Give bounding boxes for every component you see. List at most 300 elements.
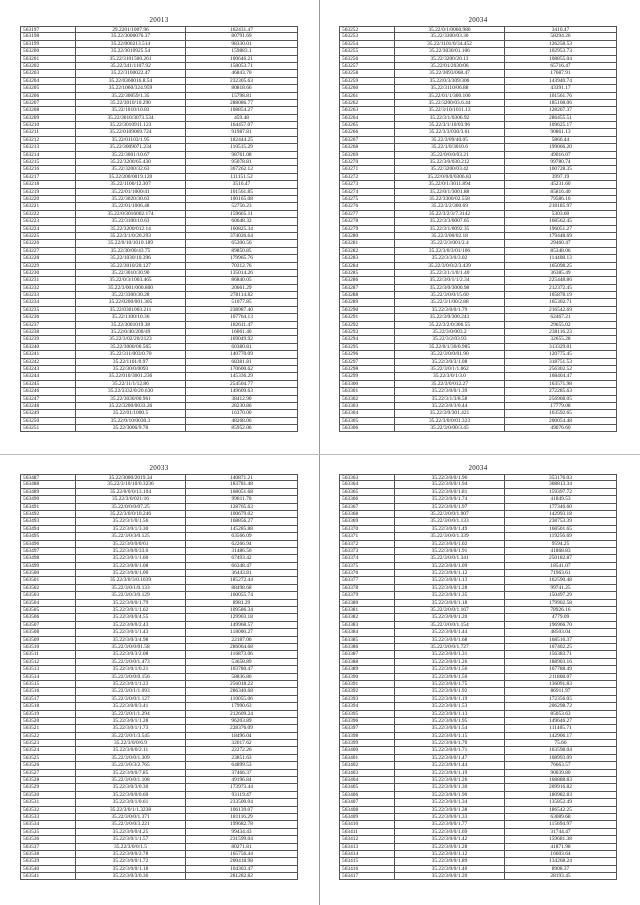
row-amount-cell: 100165.08 — [230, 195, 253, 202]
table-row — [339, 129, 617, 136]
row-amount-cell: 110055.06 — [230, 695, 253, 702]
table-row — [20, 78, 298, 85]
row-amount-cell: 212609.24 — [230, 710, 253, 717]
row-id-cell: 563199 — [21, 41, 76, 47]
row-id-cell: 563305 — [340, 418, 395, 424]
row-code-cell: 35.22/3/0/1/3.30 — [76, 526, 186, 532]
row-amount-cell: 116873.06 — [230, 651, 253, 658]
row-id-cell: 563526 — [21, 762, 76, 768]
table-row — [20, 218, 298, 225]
row-amount-cell: 51077.85 — [231, 299, 252, 306]
row-id-cell: 563289 — [340, 299, 395, 305]
row-code-cell: 35.22/3/1/0/1.56 — [76, 518, 186, 524]
row-id-cell: 563367 — [340, 504, 395, 510]
row-code-cell: 35.22/1100/12.307 — [76, 181, 186, 187]
row-amount-cell: 28230.86 — [231, 402, 252, 409]
table-row — [339, 629, 617, 636]
table-row — [339, 100, 617, 107]
row-code-cell: 35.22/311/003/0.70 — [76, 351, 186, 357]
row-code-cell: 35.22/3/1/10/03.96 — [395, 122, 505, 128]
table-row — [339, 403, 617, 410]
row-amount-cell: 140871.21 — [230, 475, 253, 481]
table-row — [339, 622, 617, 629]
row-code-cell: 35.22/3200/65.430 — [76, 159, 186, 165]
row-code-cell: 35.22/30059/1.35 — [76, 93, 186, 99]
row-amount-cell: 38412.90 — [231, 395, 252, 402]
row-id-cell: 563294 — [340, 336, 395, 342]
row-id-cell: 563235 — [21, 307, 76, 313]
table-row — [20, 329, 298, 336]
row-id-cell: 563540 — [21, 866, 76, 872]
row-code-cell: 35.22/3030/01.106 — [395, 48, 505, 54]
row-amount-cell: 168404.47 — [549, 373, 572, 380]
row-amount-cell: 169049.92 — [230, 336, 253, 343]
row-amount-cell: 168516.37 — [549, 636, 572, 643]
table-row — [20, 425, 298, 432]
table-row — [20, 366, 298, 373]
row-amount-cell: 16061.40 — [231, 329, 252, 336]
table-row — [339, 248, 617, 255]
row-id-cell: 563409 — [340, 814, 395, 820]
row-amount-cell: 181116.29 — [230, 813, 253, 820]
table-row — [20, 299, 298, 306]
row-code-cell: 35.22/3/0/3/2.765 — [76, 762, 186, 768]
row-amount-cell: 5303.60 — [551, 210, 570, 217]
table-row — [339, 418, 617, 425]
row-code-cell: 35.22/1030/10.396 — [76, 255, 186, 261]
row-code-cell: 35.22/3/0/0/1.94 — [395, 481, 505, 487]
table-row — [20, 637, 298, 644]
row-id-cell: 563297 — [340, 359, 395, 365]
row-amount-cell: 256018.22 — [230, 680, 253, 687]
row-code-cell: 35.22/3/0/0/1.50 — [395, 674, 505, 680]
table-row — [20, 115, 298, 122]
row-id-cell: 563274 — [340, 189, 395, 195]
row-amount-cell: 29655.02 — [550, 321, 571, 328]
row-amount-cell: 17779.08 — [550, 402, 571, 409]
data-table-bottom-right — [339, 462, 617, 880]
table-row — [339, 733, 617, 740]
row-code-cell: 35.22/1010/10.83 — [76, 107, 186, 113]
table-row — [339, 792, 617, 799]
row-amount-cell: 163592.65 — [549, 410, 572, 417]
row-id-cell: 563385 — [340, 637, 395, 643]
row-code-cell: 35.22/0301003.211 — [76, 307, 186, 313]
row-amount-cell: 134268.24 — [549, 858, 572, 865]
table-row — [20, 285, 298, 292]
row-amount-cell: 88498.68 — [231, 584, 252, 591]
table-row — [20, 518, 298, 525]
row-id-cell: 563496 — [21, 541, 76, 547]
table-row — [339, 844, 617, 851]
row-amount-cell: 272285.63 — [549, 388, 572, 395]
table-row — [339, 496, 617, 503]
row-code-cell: 35.22/3/0/1/1.3238 — [76, 807, 186, 813]
row-amount-cell: 218185.97 — [549, 203, 572, 210]
row-id-cell: 563248 — [21, 403, 76, 409]
row-amount-cell: 128765.63 — [230, 503, 253, 510]
row-code-cell: 35.22/3/0/0/1.96 — [395, 475, 505, 480]
row-id-cell: 563541 — [21, 873, 76, 879]
row-amount-cell: 185108.06 — [549, 99, 572, 106]
row-code-cell: 35.22/3010911.123 — [76, 122, 186, 128]
row-amount-cell: 96203.89 — [231, 717, 252, 724]
row-amount-cell: 308813.34 — [549, 481, 572, 488]
row-code-cell: 35.22/30/0/0093 — [76, 366, 186, 372]
row-id-cell: 563202 — [21, 63, 76, 69]
row-amount-cell: 29460.47 — [550, 240, 571, 247]
row-code-cell: 35.22/0/3/309/306 — [395, 78, 505, 84]
table-row — [339, 48, 617, 55]
row-id-cell: 563527 — [21, 770, 76, 776]
table-row — [20, 718, 298, 725]
table-row — [339, 218, 617, 225]
table-row — [339, 777, 617, 784]
row-code-cell: 35.22/1101/0/34.452 — [395, 41, 505, 47]
table-row — [339, 740, 617, 747]
row-code-cell: 35.22/01/1006.48 — [76, 203, 186, 209]
row-code-cell: 35.22/3/0/0/2.43 — [76, 622, 186, 628]
row-code-cell: 35.22/11/1/12.86 — [76, 381, 186, 387]
table-row — [339, 93, 617, 100]
row-id-cell: 563261 — [340, 93, 395, 99]
row-code-cell: 35.22/3010/3073.534 — [76, 115, 186, 121]
table-row — [20, 233, 298, 240]
row-amount-cell: 156383.71 — [549, 651, 572, 658]
table-row — [339, 344, 617, 351]
row-amount-cell: 41849.53 — [550, 496, 571, 503]
row-id-cell: 563513 — [21, 666, 76, 672]
table-row — [20, 93, 298, 100]
row-id-cell: 563492 — [21, 511, 76, 517]
row-code-cell: 35.22/3/0/0/1.12 — [395, 851, 505, 857]
table-row — [20, 474, 298, 481]
row-code-cell: 35.22/3/0/0/1.133 — [395, 518, 505, 524]
row-amount-cell: 196966.70 — [549, 621, 572, 628]
table-row — [339, 329, 617, 336]
table-row — [20, 144, 298, 151]
row-amount-cell: 63089.68 — [550, 813, 571, 820]
row-amount-cell: 188903.16 — [549, 658, 572, 665]
row-id-cell: 563266 — [340, 129, 395, 135]
row-code-cell: 35.22/3/0/0/1.74 — [395, 496, 505, 502]
row-code-cell: 35.22/3/0/0/1.28 — [395, 844, 505, 850]
row-amount-cell: 150497.29 — [549, 592, 572, 599]
row-code-cell: 35.22/3/10/10/0.3236 — [76, 481, 186, 487]
row-amount-cell: 100646.21 — [230, 55, 253, 62]
table-row — [20, 240, 298, 247]
row-id-cell: 563415 — [340, 858, 395, 864]
row-id-cell: 563223 — [21, 218, 76, 224]
row-code-cell: 35.22/200/0019.120 — [76, 174, 186, 180]
row-id-cell: 563277 — [340, 211, 395, 217]
row-code-cell: 35.22/3100/10.63 — [76, 218, 186, 224]
row-code-cell: 35.22/3/0/0/1.20 — [395, 614, 505, 620]
row-code-cell: 35.22/3/0/0/1.75 — [395, 681, 505, 687]
row-id-cell: 563380 — [340, 600, 395, 606]
row-amount-cell: 145285.88 — [230, 525, 253, 532]
table-row — [20, 359, 298, 366]
row-id-cell: 563239 — [21, 336, 76, 342]
row-code-cell: 35.22/3/10/1011.13 — [395, 107, 505, 113]
row-id-cell: 563417 — [340, 873, 395, 879]
table-row — [339, 570, 617, 577]
row-code-cell: 35.22/3001019.38 — [76, 322, 186, 328]
table-row — [339, 688, 617, 695]
row-amount-cell: 199066.20 — [549, 144, 572, 151]
row-id-cell: 563400 — [340, 747, 395, 753]
row-id-cell: 563257 — [340, 63, 395, 69]
row-id-cell: 563263 — [340, 107, 395, 113]
table-row — [339, 255, 617, 262]
row-amount-cell: 318751.53 — [549, 358, 572, 365]
row-amount-cell: 100728.35 — [549, 166, 572, 173]
row-amount-cell: 256968.05 — [549, 395, 572, 402]
row-code-cell: 35.22/3/3/0/3.02 — [395, 255, 505, 261]
row-code-cell: 35.22/1/0/3010.6 — [395, 144, 505, 150]
table-row — [20, 203, 298, 210]
row-code-cell: 35.22/3/0/1/1.062 — [395, 366, 505, 372]
row-code-cell: 35.22/3300/30.28 — [76, 292, 186, 298]
table-row — [20, 314, 298, 321]
row-code-cell: 35.22/3/0/1/0.133 — [76, 585, 186, 591]
row-id-cell: 563507 — [21, 622, 76, 628]
row-id-cell: 563509 — [21, 637, 76, 643]
row-amount-cell: 8908.37 — [551, 865, 570, 872]
row-amount-cell: 165098.25 — [549, 262, 572, 269]
row-amount-cell: 52756.23 — [231, 203, 252, 210]
row-code-cell: 35.22/3200/03.42 — [395, 166, 505, 172]
row-id-cell: 563238 — [21, 329, 76, 335]
row-code-cell: 35.22/3/0/0/1.339 — [395, 533, 505, 539]
row-code-cell: 35.22/0/10/1010.189 — [76, 240, 186, 246]
table-row — [339, 144, 617, 151]
data-table-bottom-left — [20, 462, 298, 880]
row-code-cell: 35.22/3/3/0007.65 — [395, 218, 505, 224]
row-id-cell: 563265 — [340, 122, 395, 128]
row-amount-cell: 93119.47 — [231, 791, 252, 798]
row-amount-cell: 9594.25 — [551, 540, 570, 547]
row-id-cell: 563364 — [340, 481, 395, 487]
table-row — [20, 821, 298, 828]
row-code-cell: 35.22/341/1107.92 — [76, 63, 186, 69]
row-amount-cell: 71963.61 — [550, 570, 571, 577]
row-id-cell: 563533 — [21, 814, 76, 820]
row-amount-cell: 80271.81 — [231, 843, 252, 850]
table-row — [339, 711, 617, 718]
row-code-cell: 35.22/3000076.37 — [76, 33, 186, 39]
table-row — [20, 496, 298, 503]
table-row — [339, 240, 617, 247]
table-row — [20, 418, 298, 425]
row-id-cell: 563201 — [21, 56, 76, 62]
row-code-cell: 35.22/3/2/3/7.3142 — [395, 211, 505, 217]
row-code-cell: 35.22/3010/20.127 — [76, 263, 186, 269]
row-amount-cell: 149609.63 — [230, 388, 253, 395]
row-id-cell: 563515 — [21, 681, 76, 687]
row-amount-cell: 64899.53 — [231, 762, 252, 769]
row-code-cell: 35.22/0109069.724 — [76, 129, 186, 135]
row-amount-cell: 48268.06 — [231, 417, 252, 424]
row-code-cell: 35.22/3/0/0/1.08 — [76, 563, 186, 569]
row-id-cell: 563295 — [340, 344, 395, 350]
row-amount-cell: 168888.83 — [549, 777, 572, 784]
row-id-cell: 563222 — [21, 211, 76, 217]
row-code-cell: 35.22/3/0/0/1.56 — [395, 666, 505, 672]
row-id-cell: 563388 — [340, 659, 395, 665]
row-amount-cell: 238987.40 — [230, 306, 253, 313]
row-id-cell: 563394 — [340, 703, 395, 709]
row-id-cell: 563522 — [21, 733, 76, 739]
row-code-cell: 35.22/3/0/0/0/61 — [76, 541, 186, 547]
row-id-cell: 563291 — [340, 314, 395, 320]
row-amount-cell: 80818.66 — [231, 85, 252, 92]
row-code-cell: 35.22/3/0/1/1.73 — [76, 725, 186, 731]
table-row — [339, 115, 617, 122]
table-row — [20, 526, 298, 533]
row-id-cell: 563410 — [340, 821, 395, 827]
table-row — [339, 718, 617, 725]
row-id-cell: 563487 — [21, 475, 76, 480]
row-id-cell: 563369 — [340, 518, 395, 524]
row-amount-cell: 286340.68 — [230, 688, 253, 695]
row-amount-cell: 288086.77 — [230, 99, 253, 106]
row-id-cell: 563375 — [340, 563, 395, 569]
row-amount-cell: 49016.07 — [550, 151, 571, 158]
row-amount-cell: 16603.64 — [550, 850, 571, 857]
row-code-cell: 35.22/3/0/0/1.89 — [395, 858, 505, 864]
row-id-cell: 563489 — [21, 489, 76, 495]
table-row — [339, 644, 617, 651]
row-id-cell: 563518 — [21, 703, 76, 709]
row-code-cell: 35.22/3/0/1/3.0 — [395, 373, 505, 379]
row-code-cell: 35.22/3/0/1/1.23 — [76, 681, 186, 687]
table-row — [339, 26, 617, 33]
row-id-cell: 563224 — [21, 226, 76, 232]
row-id-cell: 563502 — [21, 585, 76, 591]
row-code-cell: 35.22/3/0/0/1.02 — [395, 541, 505, 547]
row-amount-cell: 159665.11 — [230, 210, 253, 217]
row-code-cell: 35.22/3/0/0/1.77 — [395, 821, 505, 827]
row-code-cell: 35.22/01/1000.5 — [76, 410, 186, 416]
table-row — [20, 711, 298, 718]
row-code-cell: 35.22/0/0/0/13.104 — [76, 489, 186, 495]
row-amount-cell: 159681.38 — [549, 836, 572, 843]
row-id-cell: 563376 — [340, 570, 395, 576]
row-id-cell: 563389 — [340, 666, 395, 672]
row-code-cell: 35.22/3/0/0/01.58 — [76, 644, 186, 650]
row-amount-cell: 78926.16 — [550, 607, 571, 614]
row-amount-cell: 99434.43 — [231, 828, 252, 835]
row-amount-cell: 126258.53 — [549, 40, 572, 47]
row-code-cell: 35.22/3/1/1/0/1.40 — [395, 270, 505, 276]
table-row — [339, 277, 617, 284]
row-amount-cell: 111151.52 — [230, 173, 253, 180]
table-row — [339, 703, 617, 710]
row-amount-cell: 79586.16 — [550, 195, 571, 202]
row-amount-cell: 8981.29 — [232, 599, 251, 606]
row-code-cell: 35.22/0/0/0/07.25 — [76, 504, 186, 510]
table-row — [339, 651, 617, 658]
row-id-cell: 563514 — [21, 674, 76, 680]
row-code-cell: 35.22/3/0/3/0.44 — [395, 403, 505, 409]
row-id-cell: 563225 — [21, 233, 76, 239]
table-row — [339, 592, 617, 599]
row-code-cell: 35.22/3/0/0/1.35 — [395, 592, 505, 598]
row-code-cell: 35.22/3/2/0/306.55 — [395, 322, 505, 328]
table-row — [339, 836, 617, 843]
row-amount-cell: 17990.63 — [231, 703, 252, 710]
row-code-cell: 35.22/3010/10.290 — [76, 100, 186, 106]
row-id-cell: 563229 — [21, 263, 76, 269]
row-amount-cell: 37466.37 — [231, 769, 252, 776]
row-id-cell: 563379 — [340, 592, 395, 598]
row-code-cell: 35.22/3/0/0/01.323 — [395, 418, 505, 424]
row-code-cell: 35.22/3/0/0/1.108 — [76, 777, 186, 783]
table-row — [20, 381, 298, 388]
table-row — [339, 359, 617, 366]
row-code-cell: 35.22/3/0/0/10.246 — [76, 511, 186, 517]
row-amount-cell: 58294.26 — [550, 33, 571, 40]
row-id-cell: 563211 — [21, 129, 76, 135]
row-code-cell: 35.22/3/0/0/1.54 — [395, 725, 505, 731]
row-amount-cell: 209916.82 — [549, 784, 572, 791]
row-id-cell: 563287 — [340, 285, 395, 291]
row-code-cell: 35.22/3/1/0092.35 — [395, 226, 505, 232]
table-row — [20, 807, 298, 814]
row-id-cell: 563306 — [340, 425, 395, 431]
table-row — [20, 396, 298, 403]
table-row — [20, 70, 298, 77]
table-row — [20, 592, 298, 599]
row-amount-cell: 199682.78 — [230, 821, 253, 828]
row-code-cell: 35.22/3/1/00/2.88 — [395, 299, 505, 305]
row-id-cell: 563531 — [21, 799, 76, 805]
row-id-cell: 563280 — [340, 233, 395, 239]
row-code-cell: 35.22/3200/20.13 — [395, 56, 505, 62]
row-id-cell: 563217 — [21, 174, 76, 180]
row-code-cell: 35.22/3/0/0/1.39 — [395, 388, 505, 394]
page-divider-vertical — [319, 0, 320, 905]
row-amount-cell: 179965.76 — [230, 255, 253, 262]
table-row — [20, 747, 298, 754]
row-id-cell: 563524 — [21, 747, 76, 753]
row-id-cell: 563493 — [21, 518, 76, 524]
row-amount-cell: 149968.57 — [230, 621, 253, 628]
row-amount-cell: 140770.09 — [230, 351, 253, 358]
table-row — [20, 307, 298, 314]
row-amount-cell: 67493.42 — [231, 555, 252, 562]
data-table-top-right — [339, 14, 617, 432]
table-row — [20, 33, 298, 40]
table-row — [20, 137, 298, 144]
row-amount-cell: 238753.39 — [549, 518, 572, 525]
table-row — [339, 211, 617, 218]
row-code-cell: 35.22/3/0/3/1.08 — [395, 359, 505, 365]
row-amount-cell: 49076.60 — [550, 425, 571, 432]
row-amount-cell: 120775.45 — [549, 351, 572, 358]
row-code-cell: 35.22/3/0/1/1.43 — [76, 629, 186, 635]
row-code-cell: 35.22/3/0/00/3.45 — [395, 425, 505, 431]
row-amount-cell: 31486.56 — [231, 547, 252, 554]
row-id-cell: 563384 — [340, 629, 395, 635]
row-id-cell: 563258 — [340, 70, 395, 76]
row-code-cell: 35.22/3/0/0/1.68 — [395, 637, 505, 643]
row-code-cell: 35.22/3/0/1/1.294 — [76, 711, 186, 717]
row-amount-cell: 65716.47 — [550, 62, 571, 69]
row-code-cell: 35.22/3/0/0/1.18 — [76, 866, 186, 872]
row-amount-cell: 41868.83 — [550, 547, 571, 554]
